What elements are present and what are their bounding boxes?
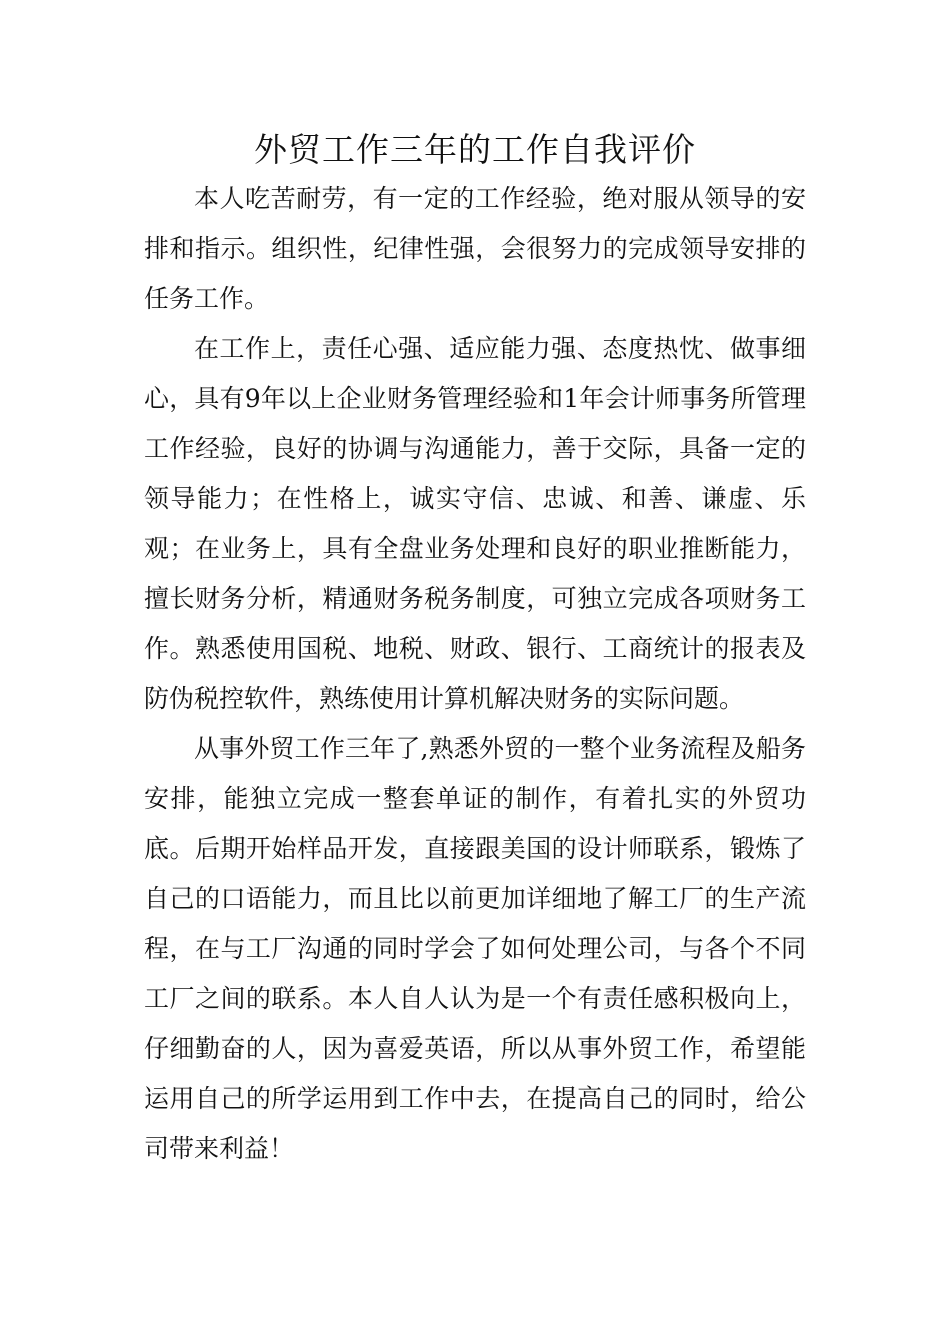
paragraph-1: 本人吃苦耐劳，有一定的工作经验，绝对服从领导的安排和指示。组织性，纪律性强，会很努力的完成领导安排的任务工作。: [144, 184, 806, 313]
paragraph-3: 从事外贸工作三年了,熟悉外贸的一整个业务流程及船务安排，能独立完成一整套单证的制作，有着扎实的外贸功底。后期开始样品开发，直接跟美国的设计师联系，锻炼了自己的口语能力，而且比以前更加详细地了解工厂的生产流程，在与工厂沟通的同时学会了如何处理公司，与各个不同工厂之间的联系。本人自人认为是一个有责任感积极向上，仔细勤奋的人，因为喜爱英语，所以从事外贸工作，希望能运用自己的所学运用到工作中去，在提高自己的同时，给公司带来利益！: [144, 734, 806, 1163]
document-body: [144, 174, 806, 1174]
document-title: 外贸工作三年的工作自我评价: [254, 130, 696, 169]
paragraph-2: 在工作上，责任心强、适应能力强、态度热忱、做事细心，具有9年以上企业财务管理经验和1年会计师事务所管理工作经验，良好的协调与沟通能力，善于交际，具备一定的领导能力；在性格上，诚实守信、忠诚、和善、谦虚、乐观；在业务上，具有全盘业务处理和良好的职业推断能力，擅长财务分析，精通财务税务制度，可独立完成各项财务工作。熟悉使用国税、地税、财政、银行、工商统计的报表及防伪税控软件，熟练使用计算机解决财务的实际问题。: [144, 334, 806, 713]
